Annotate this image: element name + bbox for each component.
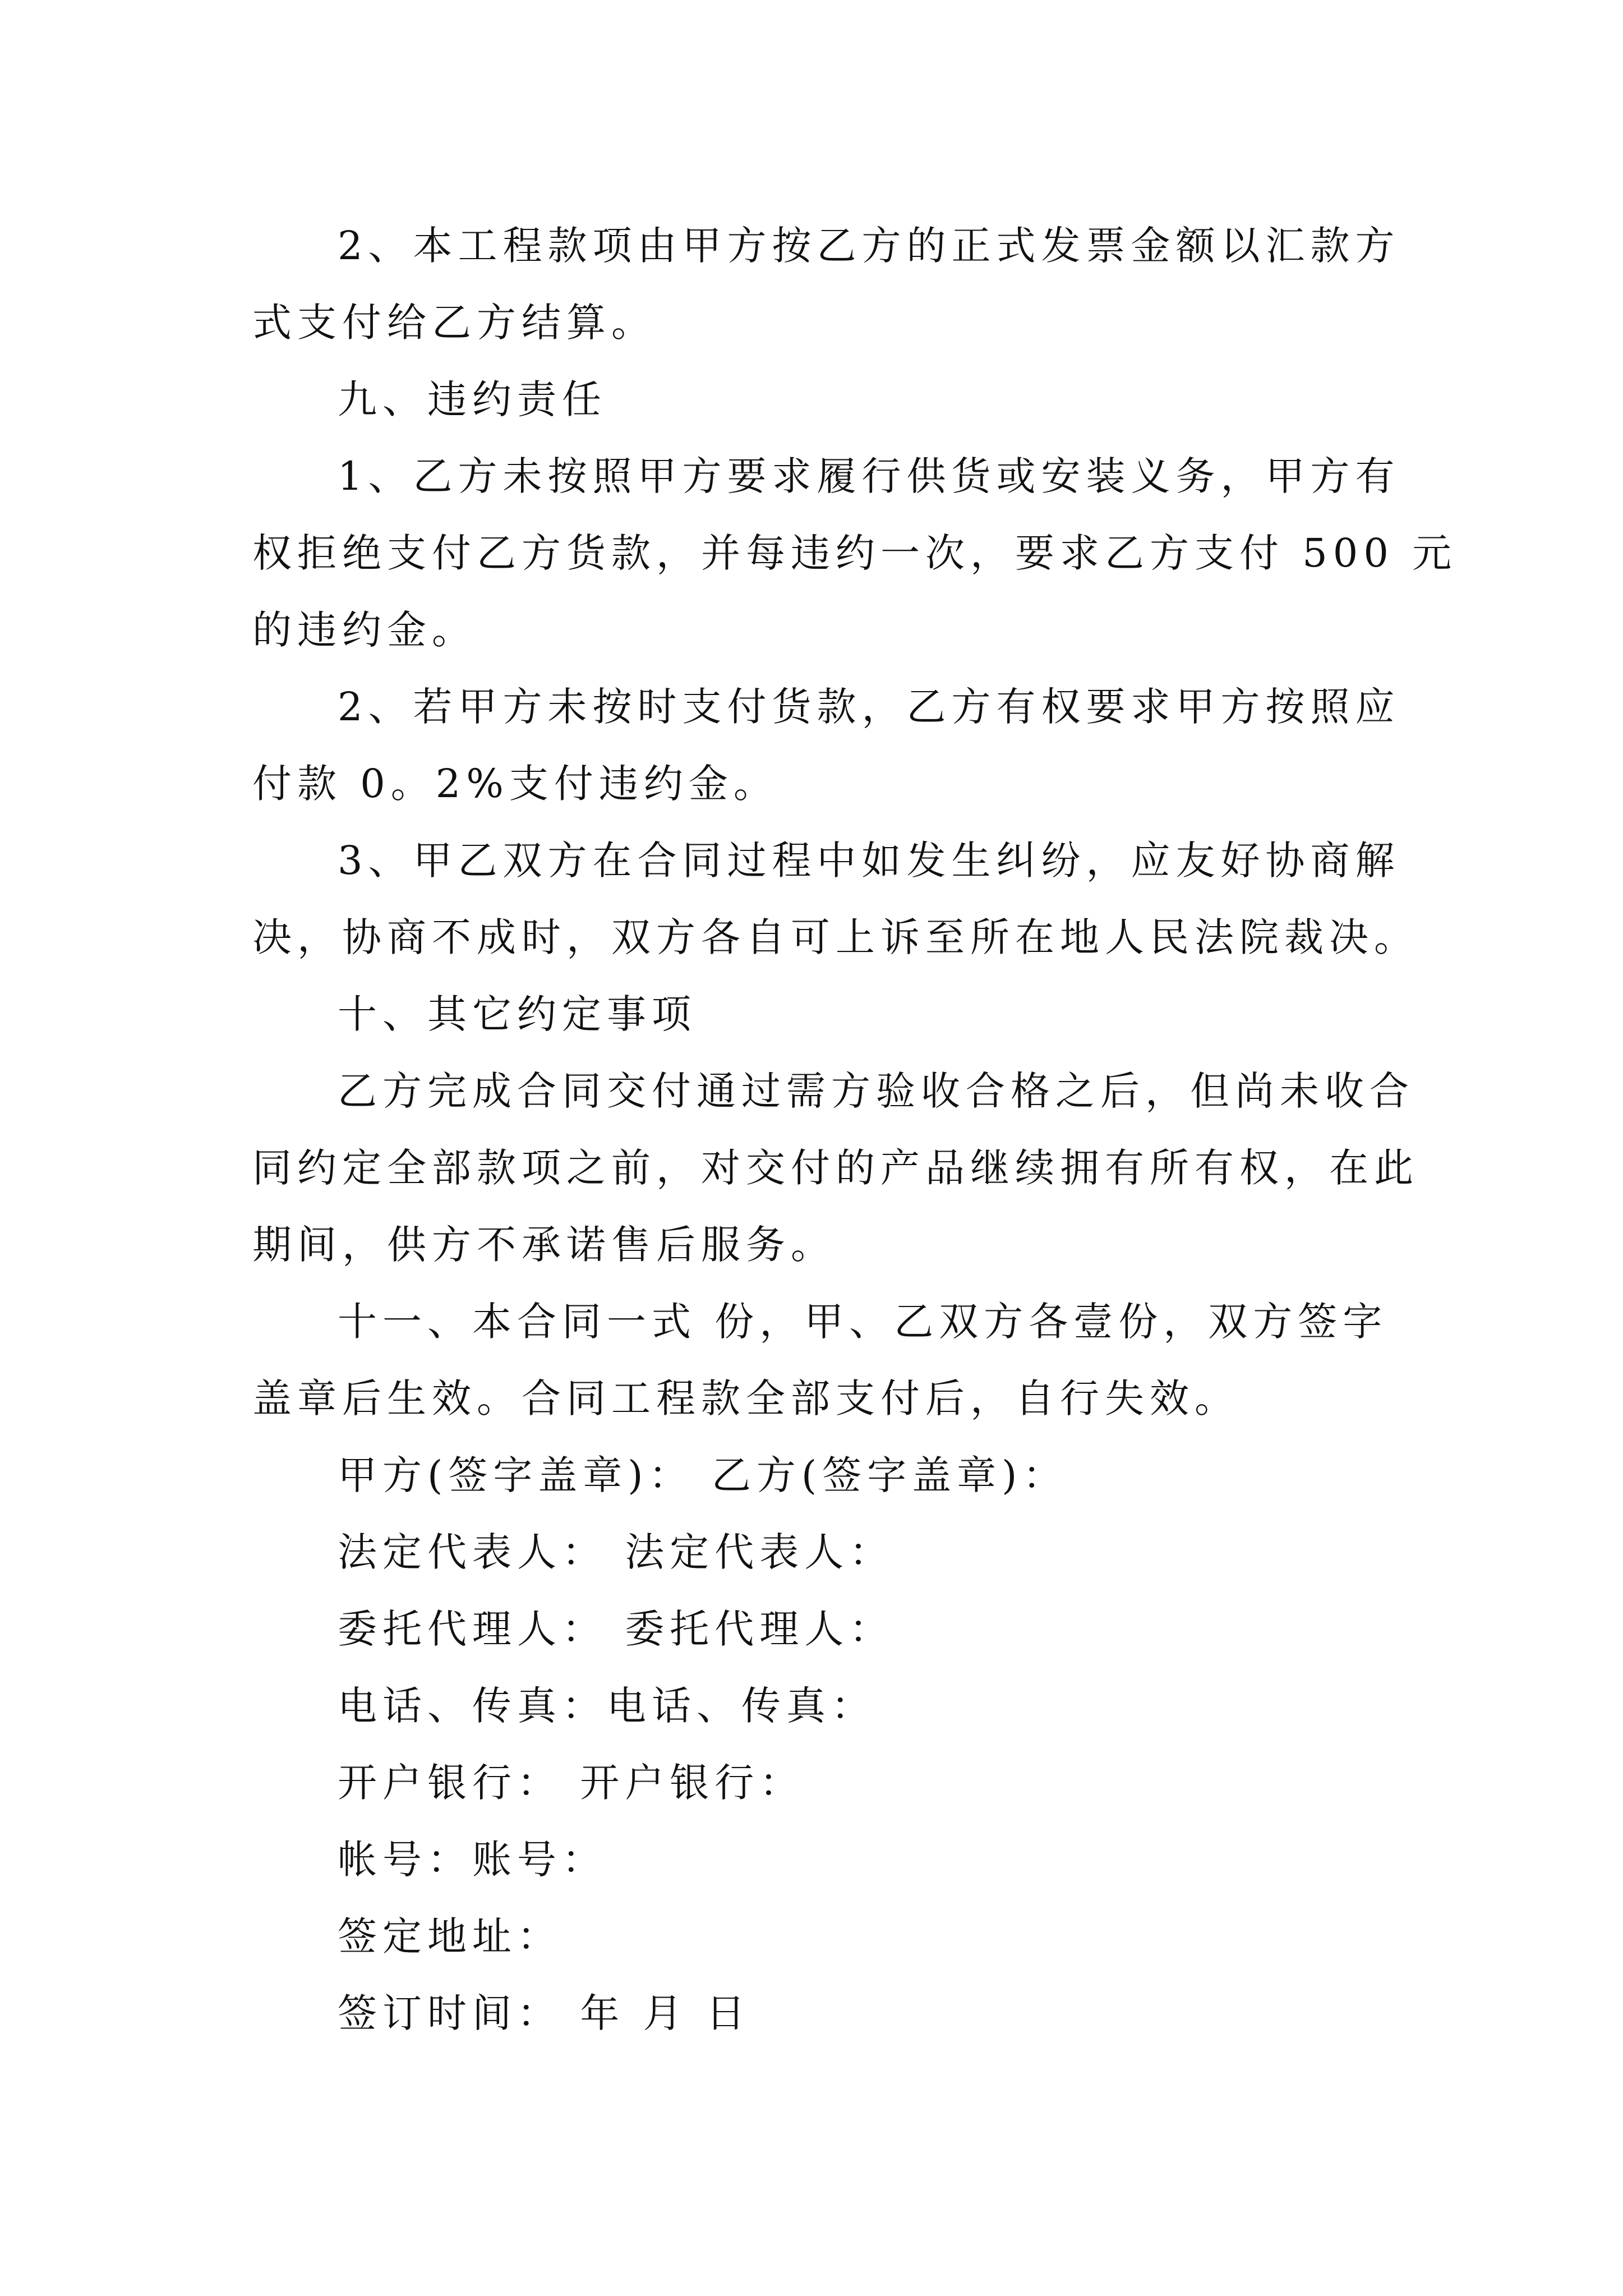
signature-line-phone-fax: 电话、传真：电话、传真： [338, 1683, 876, 1729]
clause-10-line-2: 同约定全部款项之前，对交付的产品继续拥有所有权，在此 [252, 1145, 1419, 1191]
clause-8-2-line-2: 式支付给乙方结算。 [252, 300, 656, 346]
section-10-heading: 十、其它约定事项 [338, 991, 697, 1037]
clause-9-1-line-1: 1、乙方未按照甲方要求履行供货或安装义务，甲方有 [338, 453, 1400, 499]
signature-line-legal-rep: 法定代表人： 法定代表人： [338, 1529, 895, 1575]
clause-9-3-line-1: 3、甲乙双方在合同过程中如发生纠纷，应友好协商解 [338, 838, 1400, 884]
clause-9-2-line-2: 付款 0。2%支付违约金。 [252, 761, 778, 807]
clause-10-line-3: 期间，供方不承诺售后服务。 [252, 1222, 836, 1268]
signature-line-address: 签定地址： [338, 1913, 562, 1959]
section-9-heading: 九、违约责任 [338, 376, 607, 422]
clause-10-line-1: 乙方完成合同交付通过需方验收合格之后，但尚未收合 [338, 1068, 1414, 1114]
signature-line-bank: 开户银行： 开户银行： [338, 1760, 805, 1806]
signature-line-account: 帐号：账号： [338, 1837, 607, 1883]
contract-text [252, 218, 1458, 2062]
signature-line-date: 签订时间： 年 月 日 [338, 1990, 751, 2036]
clause-9-2-line-1: 2、若甲方未按时支付货款，乙方有权要求甲方按照应 [338, 684, 1400, 730]
clause-11-line-1: 十一、本合同一式 份，甲、乙双方各壹份，双方签字 [338, 1299, 1388, 1345]
clause-9-3-line-2: 决，协商不成时，双方各自可上诉至所在地人民法院裁决。 [252, 914, 1419, 960]
clause-11-line-2: 盖章后生效。合同工程款全部支付后，自行失效。 [252, 1375, 1239, 1421]
clause-9-1-line-3: 的违约金。 [252, 607, 477, 653]
clause-9-1-line-2: 权拒绝支付乙方货款，并每违约一次，要求乙方支付 500 元 [252, 530, 1458, 576]
signature-line-agent: 委托代理人： 委托代理人： [338, 1606, 895, 1652]
clause-8-2-line-1: 2、本工程款项由甲方按乙方的正式发票金额以汇款方 [338, 223, 1400, 269]
signature-line-party-seals: 甲方(签字盖章)： 乙方(签字盖章)： [338, 1452, 1068, 1498]
